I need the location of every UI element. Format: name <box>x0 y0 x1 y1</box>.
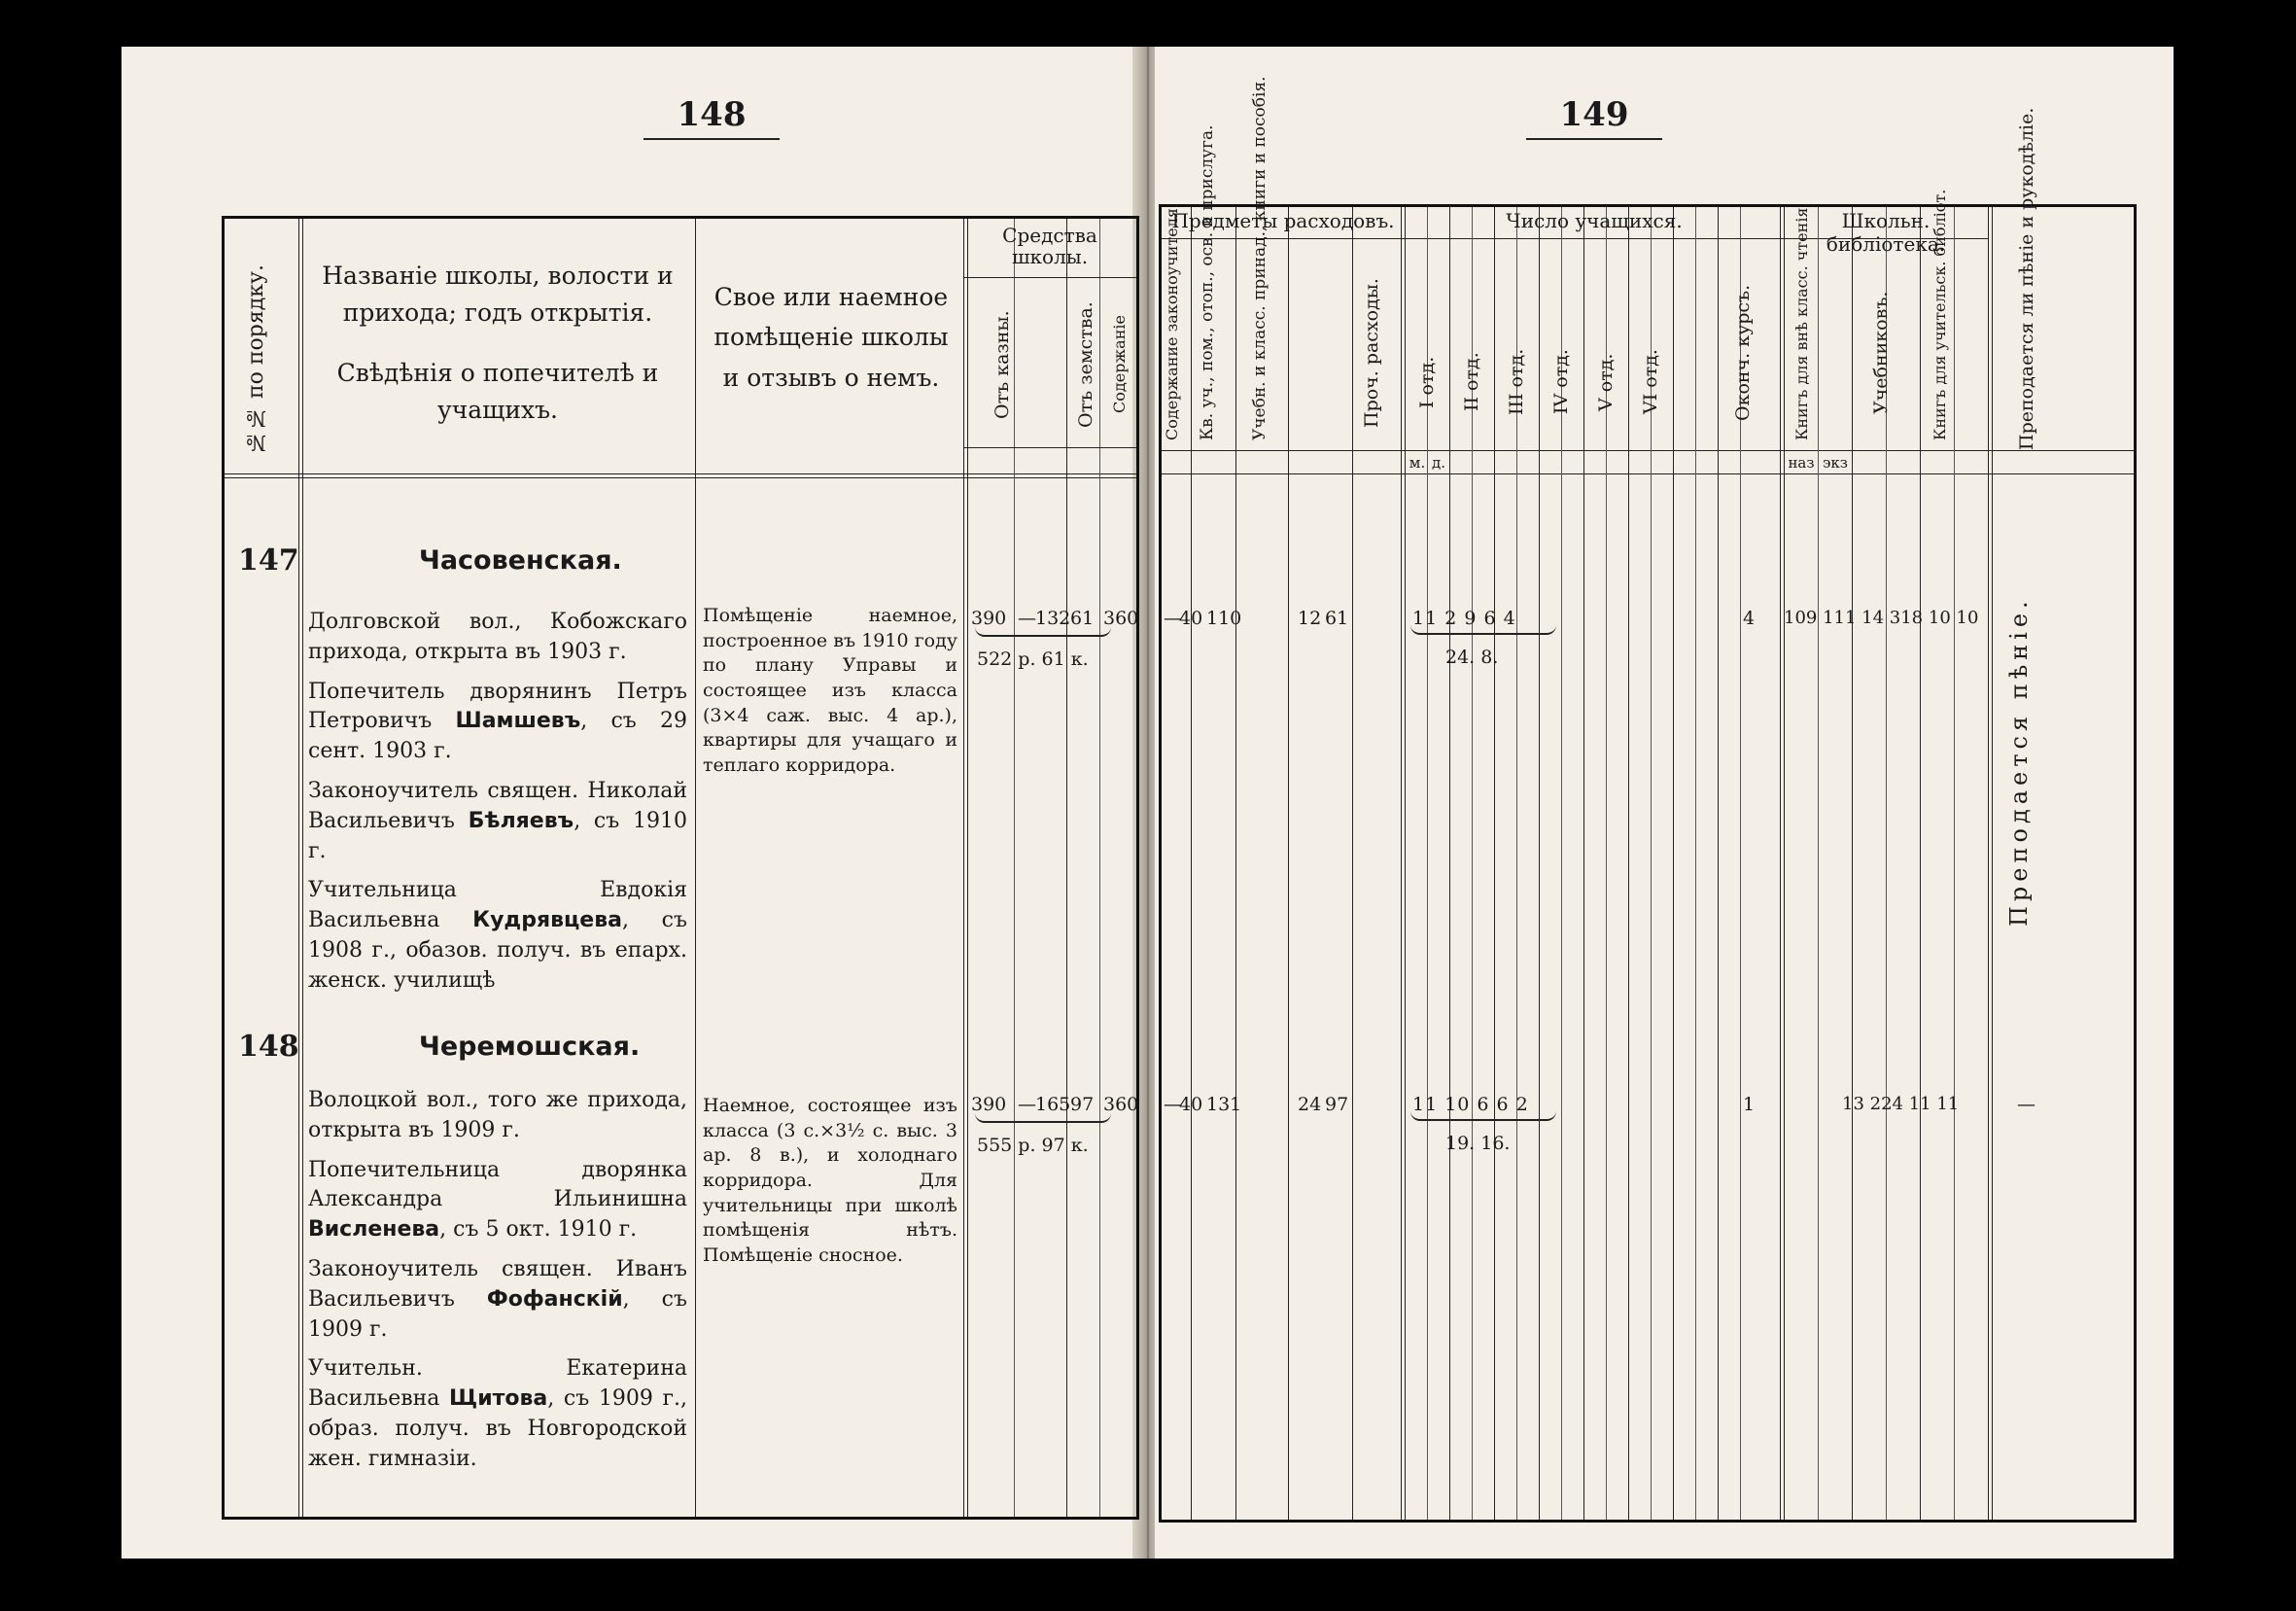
sub-d: д. <box>1431 454 1445 472</box>
row-148-exp-q1: 40 <box>1179 1094 1203 1115</box>
row-147-pupils-brace <box>1410 625 1556 635</box>
row-148-pupils-total: 19. 16. <box>1445 1133 1511 1154</box>
left-table <box>222 216 1139 1520</box>
row-147-premises: Помѣщеніе наемное, построенное въ 1910 году по плану Управы и состоящее изъ класса (3×4 саж. выс. 4 ар.), квартиры для учащаго и теплаго корридора. <box>703 605 957 776</box>
row-148-details <box>308 1086 687 1485</box>
row-148-singing: — <box>2017 1094 2035 1115</box>
row-147-exp-q2: 110 <box>1206 608 1242 629</box>
row-148-exp-books-r: 24 <box>1298 1094 1322 1115</box>
header-pupils: Число учащихся. <box>1506 209 1683 232</box>
header-trustee-info: Свѣдѣнія о попечителѣ и учащихъ. <box>336 359 659 424</box>
row-147-teacher: Учительница Евдокія Васильевна Кудрявцева, съ 1908 г., обазов. получ. въ епарх. женск. училищѣ <box>308 878 687 993</box>
header-expenses: Предметы расходовъ. <box>1171 209 1395 232</box>
row-148-exp-q2: 131 <box>1206 1094 1242 1115</box>
header-lib-teacher: Книгъ для учительск. библіот. <box>1931 189 1949 440</box>
header-graduated: Оконч. курсъ. <box>1732 284 1754 422</box>
header-lib-reading: Книгъ для внѣ класс. чтенія. <box>1792 202 1811 440</box>
row-148-total: 555 р. 97 к. <box>977 1135 1089 1156</box>
row-148-pupils: 11 10 6 6 2 <box>1412 1094 1529 1115</box>
header-lib-textbooks: Учебниковъ. <box>1870 291 1892 415</box>
header-exp-quarters: Кв. уч., пом., отоп., осв. и прислуга. <box>1198 124 1217 440</box>
row-148-zemstvo-r: 165 <box>1035 1094 1071 1115</box>
row-148-trustee: Попечительница дворянка Александра Ильинишна Висленева, съ 5 окт. 1910 г. <box>308 1157 687 1243</box>
header-dept4: IV отд. <box>1550 349 1572 415</box>
header-dept6: VI отд. <box>1640 349 1661 415</box>
row-147-location: Долговской вол., Кобожскаго прихода, открыта въ 1903 г. <box>308 610 687 664</box>
row-147-brace <box>975 627 1111 637</box>
row-147-exp-teacher: 360 <box>1103 608 1139 629</box>
header-exp-teacher: Содержание законоучителя. <box>1163 202 1181 440</box>
row-147-number: 147 <box>238 543 299 578</box>
row-147-graduated: 4 <box>1743 608 1756 629</box>
sub-ekz: экз <box>1823 454 1848 472</box>
row-148-premises: Наемное, состоящее изъ класса (3 с.×3½ с. выс. 3 ар. 8 в.), и холоднаго корридора. Для учительницы при школѣ помѣщенія нѣтъ. Помѣщеніе сносное. <box>703 1095 957 1266</box>
row-148-library: 13 224 11 11 <box>1842 1094 1960 1114</box>
page-number-right: 149 <box>1526 95 1662 140</box>
page-number-left: 148 <box>644 95 780 140</box>
row-147-exp-books-k: 61 <box>1325 608 1349 629</box>
header-exp-other: Проч. расходы. <box>1361 278 1382 428</box>
row-147-exp-q1: 40 <box>1179 608 1203 629</box>
row-148-pupils-brace <box>1410 1111 1556 1121</box>
row-148-zemstvo-k: 97 <box>1070 1094 1095 1115</box>
row-148-graduated: 1 <box>1743 1094 1756 1115</box>
row-147-dash: — <box>1018 608 1036 629</box>
row-148-dash: — <box>1018 1094 1036 1115</box>
row-147-pupils-total: 24. 8. <box>1445 647 1499 668</box>
sub-m: м. <box>1409 454 1426 472</box>
row-147-zemstvo-k: 61 <box>1070 608 1095 629</box>
header-dept5: V отд. <box>1595 353 1617 411</box>
header-funds-treasury: Отъ казны. <box>991 310 1013 419</box>
header-dept2: II отд. <box>1461 352 1482 412</box>
row-147-details <box>308 608 687 1006</box>
header-order-no: №№ по порядку. <box>244 264 268 455</box>
header-school-name: Названіе школы, волости и прихода; годъ открытія. <box>322 262 674 327</box>
row-148-exp-books-k: 97 <box>1325 1094 1349 1115</box>
row-147-dash2: — <box>1164 608 1182 629</box>
row-147-library: 109 111 14 318 10 10 <box>1784 608 1979 628</box>
row-147-priest: Законоучитель священ. Николай Васильевичъ Бѣляевъ, съ 1910 г. <box>308 778 687 863</box>
header-library: Школьн. библіотека. <box>1826 209 1946 256</box>
header-dept3: III отд. <box>1506 348 1527 416</box>
row-147-trustee: Попечитель дворянинъ Петръ Петровичъ Шамшевъ, съ 29 сент. 1903 г. <box>308 679 687 764</box>
header-dept1: I отд. <box>1416 356 1438 408</box>
row-148-school-name: Черемошская. <box>419 1032 641 1062</box>
row-148-number: 148 <box>238 1030 299 1064</box>
row-147-exp-books-r: 12 <box>1298 608 1322 629</box>
row-148-teacher: Учительн. Екатерина Васильевна Щитова, съ 1909 г., образ. получ. въ Новгородской жен. гимназіи. <box>308 1356 687 1471</box>
sub-naz: наз <box>1788 454 1815 472</box>
row-147-treasury: 390 <box>971 608 1007 629</box>
row-147-school-name: Часовенская. <box>419 545 622 576</box>
row-147-total: 522 р. 61 к. <box>977 648 1089 670</box>
row-148-brace <box>975 1113 1111 1123</box>
row-147-singing: Преподается пѣніе. <box>2005 596 2033 927</box>
row-148-location: Волоцкой вол., того же прихода, открыта въ 1909 г. <box>308 1088 687 1142</box>
header-premises: Свое или наемное помѣщеніе школы и отзывъ о немъ. <box>713 283 949 392</box>
row-148-treasury: 390 <box>971 1094 1007 1115</box>
row-147-zemstvo-r: 132 <box>1035 608 1071 629</box>
row-148-dash2: — <box>1164 1094 1182 1115</box>
header-singing: Преподается ли пѣніе и рукодѣліе. <box>2016 107 2037 450</box>
header-funds-zemstvo: Отъ земства. <box>1075 301 1096 428</box>
row-148-priest: Законоучитель священ. Иванъ Васильевичъ Фофанскій, съ 1909 г. <box>308 1256 687 1342</box>
row-148-exp-teacher: 360 <box>1103 1094 1139 1115</box>
row-147-pupils: 11 2 9 6 4 <box>1412 608 1516 629</box>
header-funds: Средства школы. <box>1002 224 1097 268</box>
header-exp-books: Учебн. и класс. принад., книги и пособія. <box>1250 76 1270 440</box>
header-cut-label: Содержаніе <box>1110 315 1129 414</box>
